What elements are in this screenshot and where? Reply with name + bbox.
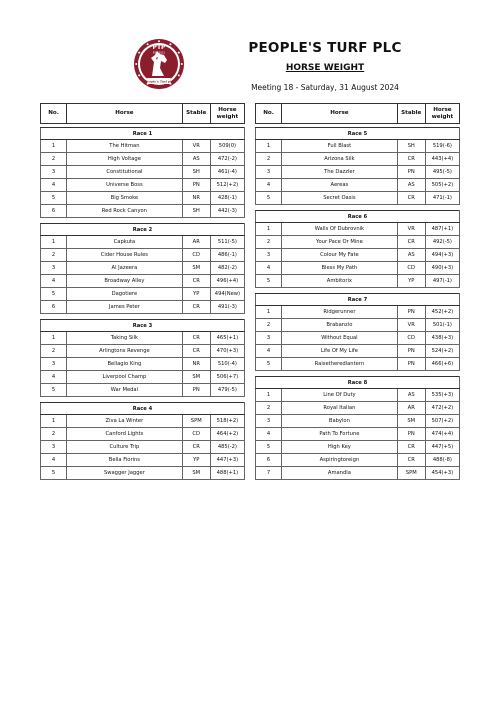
cell-horse: Brabanzio	[282, 319, 398, 332]
table-row	[256, 140, 460, 153]
race-title: Race 1	[41, 128, 245, 140]
left-column-header	[40, 103, 245, 124]
col-horse: Horse	[67, 104, 183, 124]
cell-no: 5	[256, 441, 282, 454]
cell-stable: PN	[182, 179, 210, 192]
table-row	[41, 415, 245, 428]
cell-stable: CD	[182, 428, 210, 441]
cell-stable: SM	[182, 371, 210, 384]
table-row	[256, 192, 460, 205]
cell-stable: NR	[182, 358, 210, 371]
cell-horse: Aspiringtoreign	[282, 454, 398, 467]
race-title: Race 5	[256, 128, 460, 140]
cell-horse: Raisetheredlantern	[282, 358, 398, 371]
cell-no: 2	[256, 402, 282, 415]
cell-no: 5	[41, 384, 67, 397]
cell-no: 3	[41, 166, 67, 179]
cell-horse: Without Equal	[282, 332, 398, 345]
table-row	[41, 332, 245, 345]
cell-stable: CR	[397, 454, 425, 467]
cell-stable: SH	[182, 166, 210, 179]
cell-stable: PN	[397, 166, 425, 179]
cell-no: 3	[256, 415, 282, 428]
cell-stable: CR	[182, 332, 210, 345]
cell-weight: 501(-1)	[425, 319, 459, 332]
cell-stable: CR	[397, 192, 425, 205]
cell-no: 5	[41, 192, 67, 205]
cell-no: 2	[256, 236, 282, 249]
cell-weight: 466(+6)	[425, 358, 459, 371]
cell-no: 1	[41, 236, 67, 249]
table-row	[41, 275, 245, 288]
cell-horse: Broadway Alley	[67, 275, 183, 288]
cell-no: 2	[41, 345, 67, 358]
col-stable: Stable	[182, 104, 210, 124]
cell-no: 1	[41, 332, 67, 345]
table-row	[41, 205, 245, 218]
cell-no: 2	[256, 319, 282, 332]
cell-weight: 472(+2)	[425, 402, 459, 415]
cell-no: 5	[256, 275, 282, 288]
table-row	[256, 179, 460, 192]
cell-weight: 507(+2)	[425, 415, 459, 428]
cell-horse: Babylon	[282, 415, 398, 428]
cell-horse: Cider House Rules	[67, 249, 183, 262]
cell-stable: SM	[182, 467, 210, 480]
cell-horse: Your Pace Or Mine	[282, 236, 398, 249]
cell-weight: 470(+3)	[210, 345, 244, 358]
cell-no: 2	[256, 153, 282, 166]
meeting-info: Meeting 18 - Saturday, 31 August 2024	[251, 83, 399, 92]
cell-stable: AS	[397, 179, 425, 192]
cell-horse: Canford Lights	[67, 428, 183, 441]
right-column-header	[255, 103, 460, 124]
cell-horse: Big Smoke	[67, 192, 183, 205]
cell-stable: NR	[182, 192, 210, 205]
table-row	[256, 249, 460, 262]
cell-weight: 496(+4)	[210, 275, 244, 288]
cell-horse: Taking Silk	[67, 332, 183, 345]
cell-no: 3	[41, 358, 67, 371]
col-weight-line2: weight	[431, 113, 454, 120]
cell-horse: James Peter	[67, 301, 183, 314]
cell-weight: 506(+7)	[210, 371, 244, 384]
cell-horse: Culture Trip	[67, 441, 183, 454]
table-row	[41, 371, 245, 384]
cell-horse: Dagotiere	[67, 288, 183, 301]
table-row	[41, 467, 245, 480]
cell-stable: SPM	[397, 467, 425, 480]
cell-weight: 495(-5)	[425, 166, 459, 179]
cell-no: 5	[256, 358, 282, 371]
table-row	[41, 345, 245, 358]
cell-weight: 518(+2)	[210, 415, 244, 428]
cell-stable: CR	[182, 275, 210, 288]
cell-horse: Swagger Jagger	[67, 467, 183, 480]
col-no: No.	[256, 104, 282, 124]
race-title: Race 4	[41, 403, 245, 415]
cell-stable: AS	[397, 389, 425, 402]
logo-text-top: PTP	[152, 44, 166, 51]
cell-stable: CR	[182, 441, 210, 454]
cell-horse: Aereas	[282, 179, 398, 192]
cell-weight: 465(+1)	[210, 332, 244, 345]
cell-weight: 474(+4)	[425, 428, 459, 441]
cell-no: 4	[256, 179, 282, 192]
cell-weight: 485(-2)	[210, 441, 244, 454]
cell-horse: Path To Fortune	[282, 428, 398, 441]
cell-no: 2	[41, 249, 67, 262]
cell-horse: Bless My Path	[282, 262, 398, 275]
cell-no: 4	[41, 275, 67, 288]
cell-stable: CD	[397, 332, 425, 345]
cell-weight: 509(0)	[210, 140, 244, 153]
cell-stable: SM	[397, 415, 425, 428]
cell-horse: Arizona Silk	[282, 153, 398, 166]
cell-horse: Constitutional	[67, 166, 183, 179]
cell-stable: CR	[397, 441, 425, 454]
table-row	[256, 441, 460, 454]
table-row	[41, 153, 245, 166]
table-row	[256, 332, 460, 345]
cell-weight: 487(+1)	[425, 223, 459, 236]
cell-horse: Secret Oasis	[282, 192, 398, 205]
cell-no: 4	[41, 371, 67, 384]
table-row	[256, 319, 460, 332]
cell-no: 2	[41, 153, 67, 166]
cell-stable: CR	[182, 301, 210, 314]
left-races-table	[40, 127, 245, 480]
table-row	[256, 389, 460, 402]
cell-horse: Al Jazeera	[67, 262, 183, 275]
table-row	[256, 428, 460, 441]
cell-stable: YP	[182, 454, 210, 467]
cell-weight: 519(-6)	[425, 140, 459, 153]
cell-stable: CR	[397, 236, 425, 249]
cell-horse: Red Rock Canyon	[67, 205, 183, 218]
cell-weight: 464(+2)	[210, 428, 244, 441]
table-row	[41, 262, 245, 275]
table-row	[41, 384, 245, 397]
table-row	[256, 262, 460, 275]
cell-weight: 494(New)	[210, 288, 244, 301]
logo-text-bottom: People's Turf plc	[144, 79, 174, 84]
cell-horse: Capkuta	[67, 236, 183, 249]
cell-weight: 447(+3)	[210, 454, 244, 467]
col-no: No.	[41, 104, 67, 124]
cell-horse: Ziva La Winter	[67, 415, 183, 428]
cell-stable: VR	[397, 319, 425, 332]
table-row	[256, 166, 460, 179]
cell-horse: Colour My Fate	[282, 249, 398, 262]
cell-weight: 491(-3)	[210, 301, 244, 314]
col-weight-line1: Horse	[433, 107, 452, 113]
cell-stable: YP	[182, 288, 210, 301]
cell-no: 3	[256, 249, 282, 262]
cell-stable: AR	[182, 236, 210, 249]
cell-no: 1	[41, 415, 67, 428]
table-row	[256, 275, 460, 288]
cell-horse: Full Blast	[282, 140, 398, 153]
cell-stable: CD	[397, 262, 425, 275]
cell-no: 7	[256, 467, 282, 480]
cell-stable: SH	[182, 205, 210, 218]
race-title: Race 8	[256, 377, 460, 389]
cell-horse: Line Of Duty	[282, 389, 398, 402]
col-stable: Stable	[397, 104, 425, 124]
cell-no: 1	[41, 140, 67, 153]
ptp-logo	[133, 38, 185, 90]
cell-horse: Royal Italian	[282, 402, 398, 415]
cell-no: 1	[256, 223, 282, 236]
table-row	[41, 441, 245, 454]
cell-weight: 482(-2)	[210, 262, 244, 275]
cell-weight: 472(-2)	[210, 153, 244, 166]
cell-weight: 486(-1)	[210, 249, 244, 262]
cell-horse: The Hitman	[67, 140, 183, 153]
cell-horse: Universe Boss	[67, 179, 183, 192]
table-row	[41, 236, 245, 249]
cell-no: 5	[41, 467, 67, 480]
cell-stable: VR	[397, 223, 425, 236]
cell-stable: PN	[397, 345, 425, 358]
race-title: Race 3	[41, 320, 245, 332]
cell-stable: VR	[182, 140, 210, 153]
cell-no: 1	[256, 140, 282, 153]
cell-no: 3	[256, 166, 282, 179]
table-row	[256, 236, 460, 249]
cell-weight: 443(+4)	[425, 153, 459, 166]
race-title: Race 6	[256, 211, 460, 223]
cell-no: 6	[256, 454, 282, 467]
page-title: PEOPLE'S TURF PLC	[248, 40, 402, 56]
col-weight	[425, 104, 459, 124]
table-row	[41, 166, 245, 179]
table-row	[41, 192, 245, 205]
cell-weight: 494(+3)	[425, 249, 459, 262]
cell-weight: 479(-5)	[210, 384, 244, 397]
table-row	[41, 428, 245, 441]
cell-weight: 497(-1)	[425, 275, 459, 288]
cell-horse: Bella Fiorins	[67, 454, 183, 467]
cell-stable: CR	[182, 345, 210, 358]
table-row	[256, 345, 460, 358]
table-row	[256, 153, 460, 166]
cell-weight: 452(+2)	[425, 306, 459, 319]
col-horse: Horse	[282, 104, 398, 124]
cell-horse: War Medal	[67, 384, 183, 397]
col-weight-line1: Horse	[218, 107, 237, 113]
cell-no: 4	[256, 345, 282, 358]
cell-stable: PN	[397, 306, 425, 319]
cell-horse: The Dazzler	[282, 166, 398, 179]
cell-no: 6	[41, 205, 67, 218]
cell-horse: Ridgerunner	[282, 306, 398, 319]
cell-stable: YP	[397, 275, 425, 288]
table-row	[41, 249, 245, 262]
cell-weight: 524(+2)	[425, 345, 459, 358]
table-row	[41, 358, 245, 371]
cell-stable: AS	[182, 153, 210, 166]
cell-horse: Arlingtons Revenge	[67, 345, 183, 358]
cell-weight: 511(-5)	[210, 236, 244, 249]
cell-stable: CD	[182, 249, 210, 262]
cell-stable: PN	[182, 384, 210, 397]
cell-weight: 461(-4)	[210, 166, 244, 179]
cell-no: 4	[256, 428, 282, 441]
col-weight-line2: weight	[216, 113, 239, 120]
cell-stable: SPM	[182, 415, 210, 428]
col-weight	[210, 104, 244, 124]
cell-horse: Ambitorix	[282, 275, 398, 288]
cell-weight: 438(+3)	[425, 332, 459, 345]
cell-stable: AS	[397, 249, 425, 262]
table-row	[256, 306, 460, 319]
cell-stable: SH	[397, 140, 425, 153]
table-row	[256, 402, 460, 415]
cell-stable: CR	[397, 153, 425, 166]
cell-horse: Amandla	[282, 467, 398, 480]
cell-weight: 488(-8)	[425, 454, 459, 467]
cell-weight: 535(+3)	[425, 389, 459, 402]
cell-weight: 512(+2)	[210, 179, 244, 192]
cell-stable: AR	[397, 402, 425, 415]
cell-no: 3	[41, 441, 67, 454]
cell-weight: 505(+2)	[425, 179, 459, 192]
cell-weight: 488(+1)	[210, 467, 244, 480]
table-row	[256, 415, 460, 428]
cell-no: 2	[41, 428, 67, 441]
race-title: Race 7	[256, 294, 460, 306]
logo-text-mid: EST 2021	[152, 51, 166, 55]
table-row	[41, 301, 245, 314]
cell-horse: Liverpool Champ	[67, 371, 183, 384]
table-row	[41, 288, 245, 301]
table-row	[256, 454, 460, 467]
cell-no: 5	[41, 288, 67, 301]
cell-no: 3	[256, 332, 282, 345]
cell-no: 5	[256, 192, 282, 205]
cell-weight: 447(+5)	[425, 441, 459, 454]
cell-no: 6	[41, 301, 67, 314]
cell-horse: Walls Of Dubrovnik	[282, 223, 398, 236]
cell-no: 1	[256, 389, 282, 402]
cell-horse: Bellagio King	[67, 358, 183, 371]
cell-weight: 442(-3)	[210, 205, 244, 218]
cell-no: 4	[41, 454, 67, 467]
cell-weight: 454(+3)	[425, 467, 459, 480]
table-row	[256, 358, 460, 371]
cell-no: 4	[256, 262, 282, 275]
cell-weight: 492(-5)	[425, 236, 459, 249]
table-row	[41, 454, 245, 467]
cell-stable: PN	[397, 428, 425, 441]
cell-horse: High Key	[282, 441, 398, 454]
table-row	[41, 179, 245, 192]
cell-weight: 510(-4)	[210, 358, 244, 371]
cell-weight: 471(-1)	[425, 192, 459, 205]
cell-weight: 490(+3)	[425, 262, 459, 275]
cell-no: 1	[256, 306, 282, 319]
cell-stable: PN	[397, 358, 425, 371]
cell-horse: Life Of My Life	[282, 345, 398, 358]
cell-horse: High Voltage	[67, 153, 183, 166]
cell-no: 3	[41, 262, 67, 275]
cell-weight: 428(-1)	[210, 192, 244, 205]
right-races-table	[255, 127, 460, 480]
table-row	[256, 223, 460, 236]
table-row	[41, 140, 245, 153]
cell-no: 4	[41, 179, 67, 192]
race-title: Race 2	[41, 224, 245, 236]
page-subtitle: HORSE WEIGHT	[285, 63, 365, 73]
table-row	[256, 467, 460, 480]
cell-stable: SM	[182, 262, 210, 275]
